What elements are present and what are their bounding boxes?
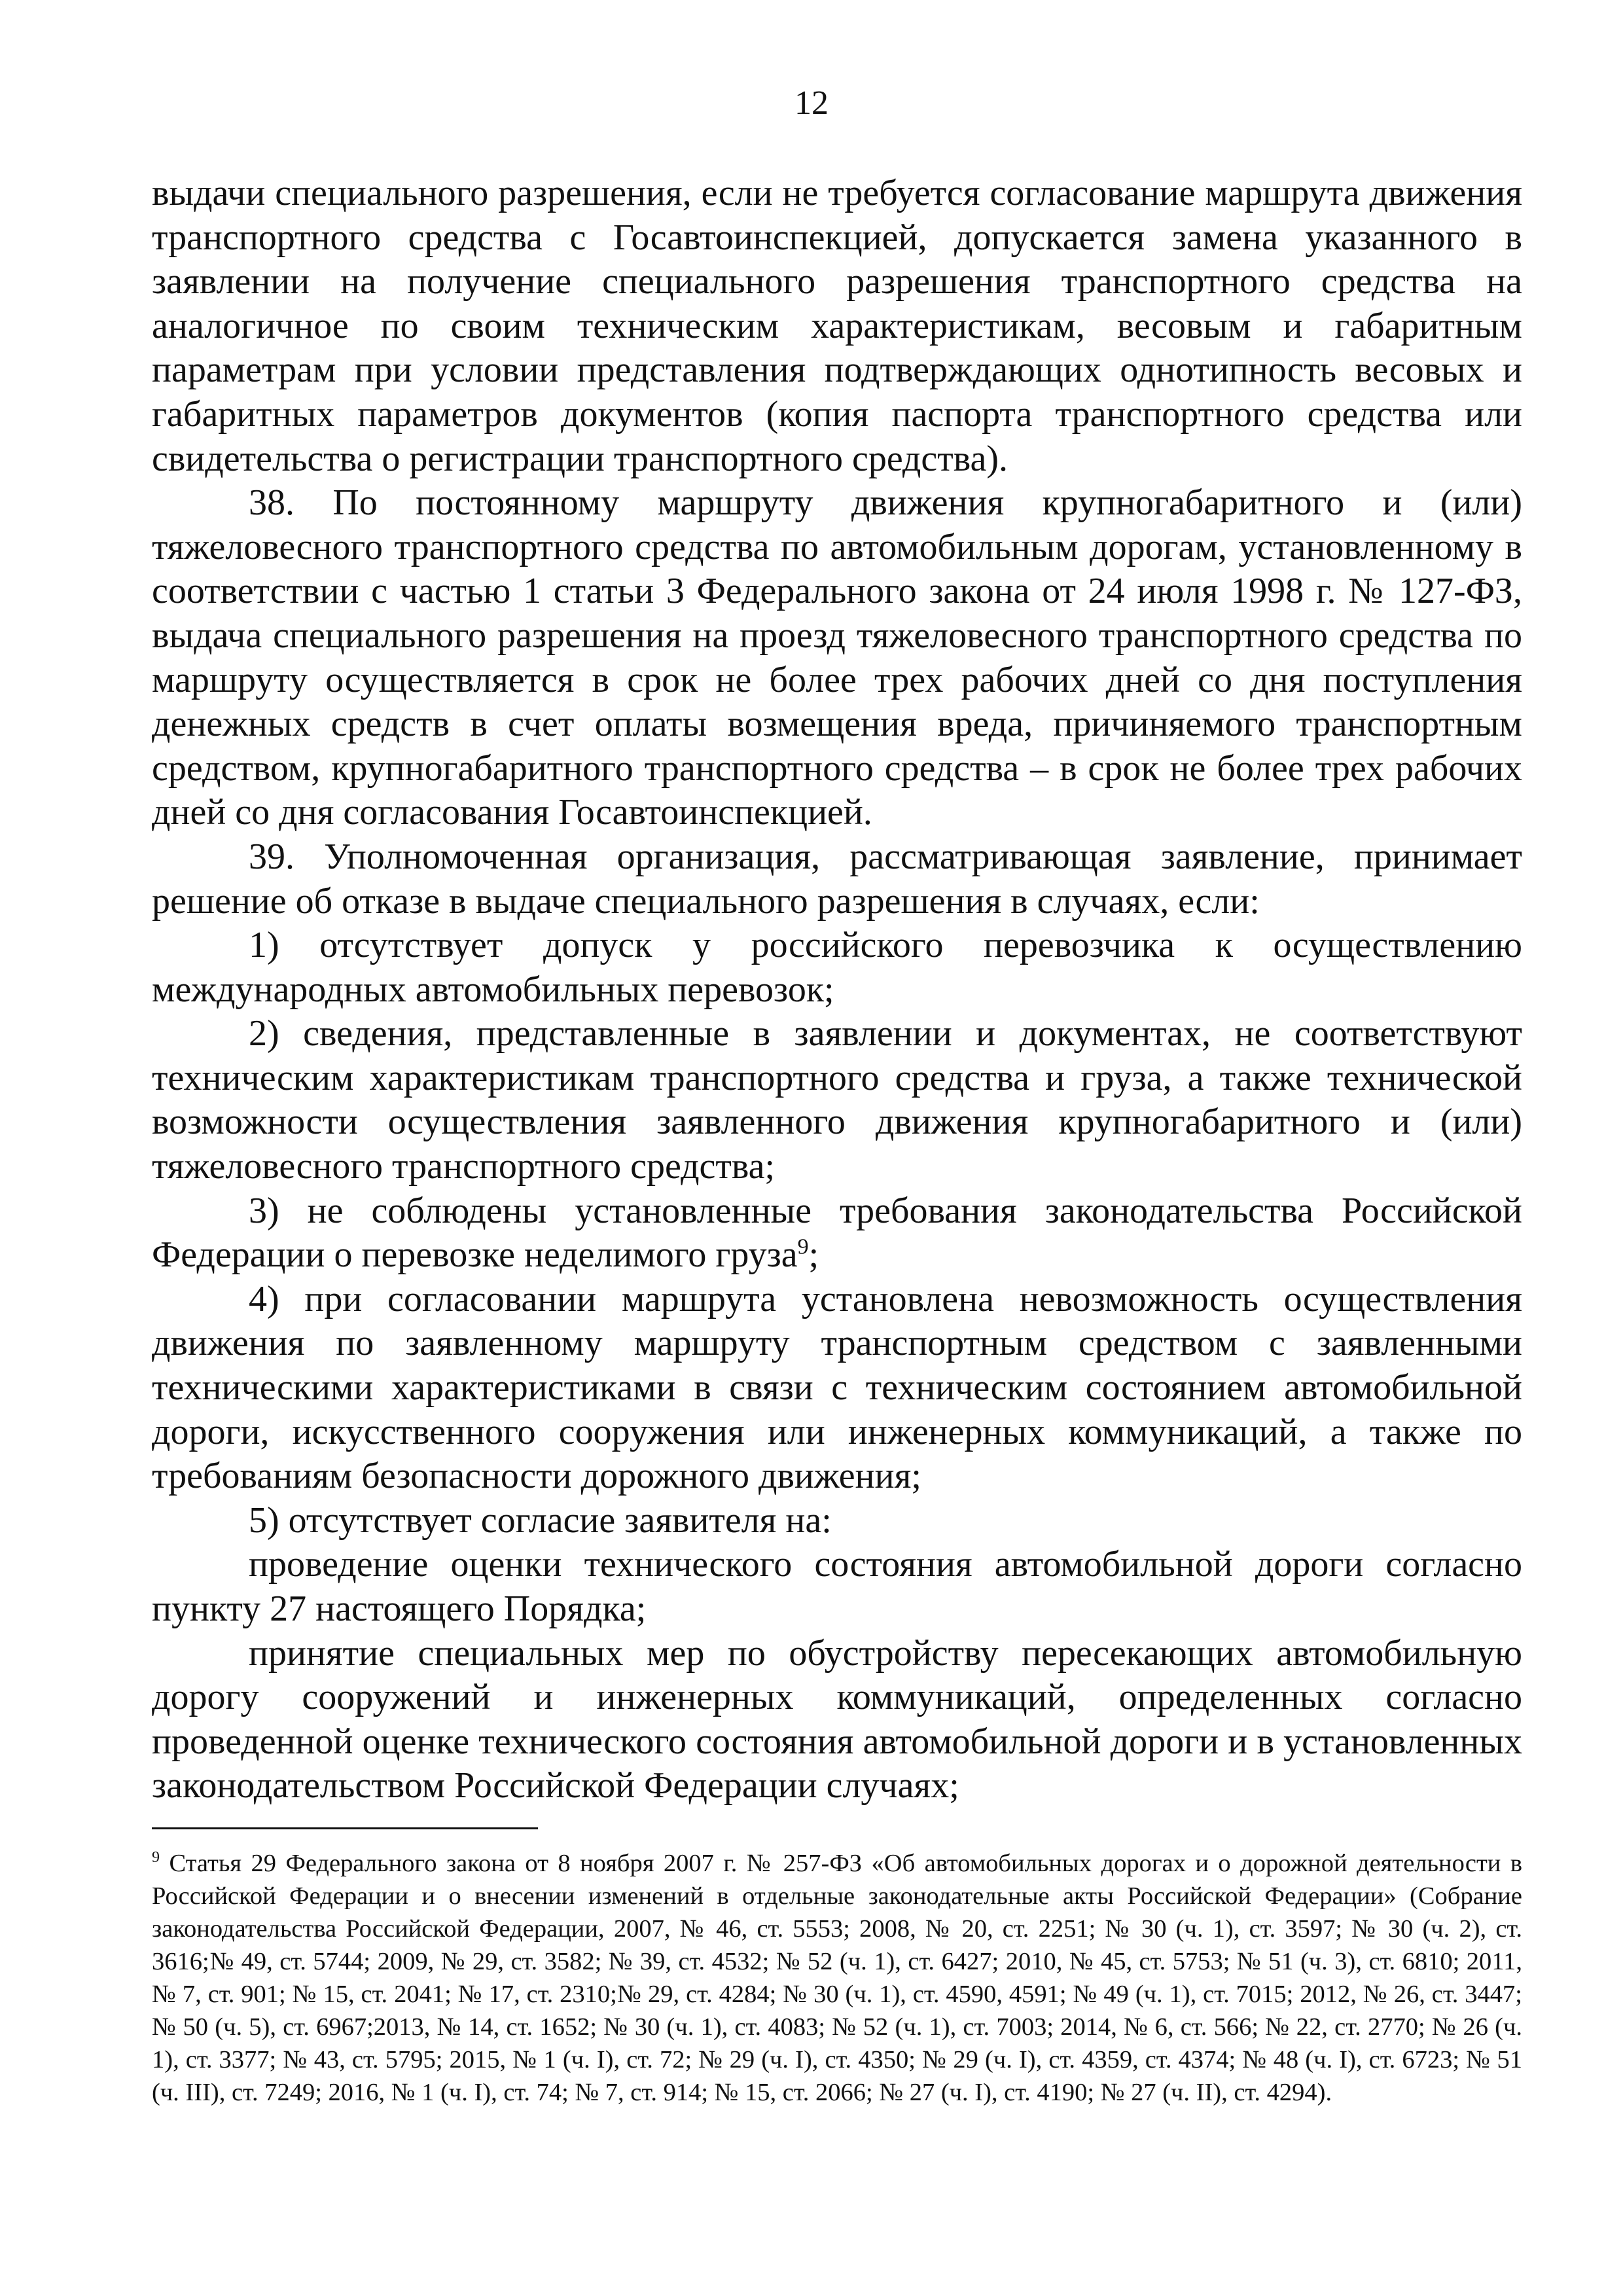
list-item-39-5: 5) отсутствует согласие заявителя на: — [249, 1499, 832, 1541]
footnote-marker: 9 — [152, 1849, 160, 1867]
list-item-39-4: 4) при согласовании маршрута установлена невозможность осуществления движения по заявленному маршруту транспортным средством с заявленными техническими характеристиками в связи с техническим состоянием автомобильной дороги, искусственного сооружения или инженерных коммуникаций, а также по требованиям безопасности дорожного движения; — [152, 1278, 1522, 1497]
document-body — [152, 171, 1522, 1808]
footnote-divider — [152, 1827, 538, 1829]
footnote-reference[interactable]: 9 — [797, 1234, 809, 1259]
page-number: 12 — [794, 84, 829, 122]
sub-item-39-5-a: проведение оценки технического состояния автомобильной дороги согласно пункту 27 настоящего Порядка; — [152, 1544, 1522, 1629]
sub-item-39-5-b: принятие специальных мер по обустройству пересекающих автомобильную дорогу сооружений и инженерных коммуникаций, определенных согласно проведенной оценке технического состояния автомобильной дороги и в установленных законодательством Российской Федерации случаях; — [152, 1632, 1522, 1806]
paragraph-39: 39. Уполномоченная организация, рассматривающая заявление, принимает решение об отказе в выдаче специального разрешения в случаях, если: — [152, 836, 1522, 922]
footnote-text: Статья 29 Федерального закона от 8 ноября 2007 г. № 257-ФЗ «Об автомобильных дорогах и о дорожной деятельности в Российской Федерации и о внесении изменений в отдельные законодательные акты Российской Федерации» (Собрание законодательства Российской Федерации, 2007, № 46, ст. 5553; 2008, № 20, ст. 2251; № 30 (ч. 1), ст. 3597; № 30 (ч. 2), ст. 3616;№ 49, ст. 5744; 2009, № 29, ст. 3582; № 39, ст. 4532; № 52 (ч. 1), ст. 6427; 2010, № 45, ст. 5753; № 51 (ч. 3), ст. 6810; 2011, № 7, ст. 901; № 15, ст. 2041; № 17, ст. 2310;№ 29, ст. 4284; № 30 (ч. 1), ст. 4590, 4591; № 49 (ч. 1), ст. 7015; 2012, № 26, ст. 3447; № 50 (ч. 5), ст. 6967;2013, № 14, ст. 1652; № 30 (ч. 1), ст. 4083; № 52 (ч. 1), ст. 7003; 2014, № 6, ст. 566; № 22, ст. 2770; № 26 (ч. 1), ст. 3377; № 43, ст. 5795; 2015, № 1 (ч. I), ст. 72; № 29 (ч. I), ст. 4350; № 29 (ч. I), ст. 4359, ст. 4374; № 48 (ч. I), ст. 6723; № 51 (ч. III), ст. 7249; 2016, № 1 (ч. I), ст. 74; № 7, ст. 914; № 15, ст. 2066; № 27 (ч. I), ст. 4190; № 27 (ч. II), ст. 4294). — [152, 1850, 1522, 2106]
footnote — [152, 1847, 1522, 2109]
paragraph-continuation: выдачи специального разрешения, если не требуется согласование маршрута движения транспортного средства с Госавтоинспекцией, допускается замена указанного в заявлении на получение специального разрешения транспортного средства на аналогичное по своим техническим характеристикам, весовым и габаритным параметрам при условии представления подтверждающих однотипность весовых и габаритных параметров документов (копия паспорта транспортного средства или свидетельства о регистрации транспортного средства). — [152, 173, 1522, 479]
list-item-39-3 — [152, 1189, 1522, 1278]
list-item-39-2: 2) сведения, представленные в заявлении и документах, не соответствуют техническим характеристикам транспортного средства и груза, а также технической возможности осуществления заявленного движения крупногабаритного и (или) тяжеловесного транспортного средства; — [152, 1013, 1522, 1187]
paragraph-38: 38. По постоянному маршруту движения крупногабаритного и (или) тяжеловесного транспортного средства по автомобильным дорогам, установленному в соответствии с частью 1 статьи 3 Федерального закона от 24 июля 1998 г. № 127-ФЗ, выдача специального разрешения на проезд тяжеловесного транспортного средства по маршруту осуществляется в срок не более трех рабочих дней со дня поступления денежных средств в счет оплаты возмещения вреда, причиняемого транспортным средством, крупногабаритного транспортного средства – в срок не более трех рабочих дней со дня согласования Госавтоинспекцией. — [152, 482, 1522, 833]
list-item-39-3-tail: ; — [808, 1234, 819, 1276]
list-item-39-3-text: 3) не соблюдены установленные требования законодательства Российской Федерации о перевозке неделимого груза — [152, 1190, 1522, 1276]
list-item-39-1: 1) отсутствует допуск у российского перевозчика к осуществлению международных автомобильных перевозок; — [152, 925, 1522, 1010]
